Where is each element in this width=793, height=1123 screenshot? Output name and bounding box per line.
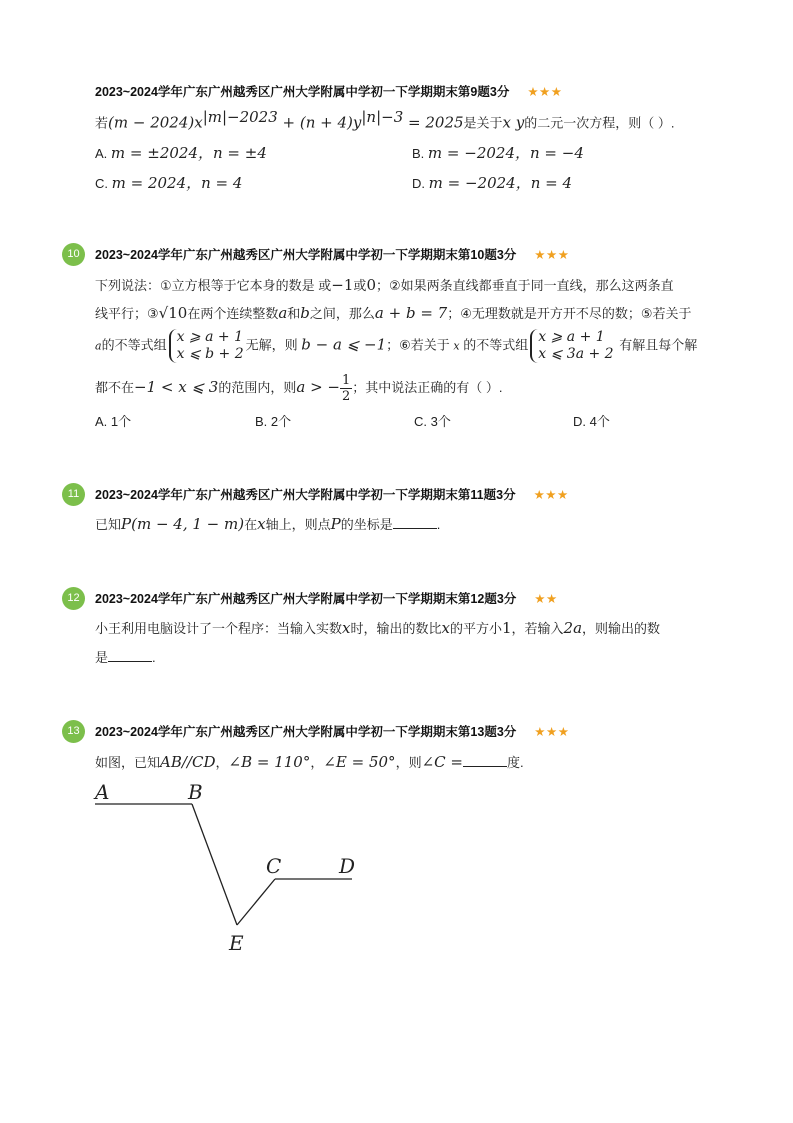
inequality-system-1: x ⩾ a + 1 x ⩽ b + 2 — [169, 329, 244, 363]
option-a[interactable]: A. 1个 — [95, 414, 132, 429]
option-d[interactable]: D. m = −2024，n = 4 — [412, 174, 573, 192]
question-number-badge: 11 — [62, 483, 85, 506]
difficulty-stars: ★★★ — [534, 725, 570, 739]
question-number-badge: 13 — [62, 720, 85, 743]
question-stem: 已知P(m − 4, 1 − m)在x轴上，则点P的坐标是 . — [95, 515, 441, 533]
answer-blank[interactable] — [463, 754, 507, 767]
question-header — [95, 82, 562, 100]
stem-line-1: 下列说法：①立方根等于它本身的数是 或−1或0；②如果两条直线都垂直于同一直线，那么这两条直 — [95, 276, 674, 294]
answer-blank[interactable] — [108, 649, 152, 662]
stem-line-2: 线平行；③√10在两个连续整数a和b之间，那么a + b = 7；④无理数就是开方开不尽的数；⑤若关于 — [95, 304, 692, 322]
header-text: 2023~2024学年广东广州越秀区广州大学附属中学初一下学期期末第9题3分 — [95, 85, 510, 99]
stem-line-3: a的不等式组 x ⩾ a + 1 x ⩽ b + 2 无解，则 b − a ⩽ −1；⑥若关于 x 的不等式组 x ⩾ a + 1 x ⩽ 3a + 2 有解且每个解 — [95, 329, 698, 362]
stem-line-2: 是 . — [95, 650, 156, 665]
option-c[interactable]: C. 3个 — [414, 414, 451, 429]
question-stem: 若$(m - 2024)x^{|m|-2023} + (n + 4)y^{|n|-3} = 2025$是关于x y的二元一次方程，则（ ）. — [95, 108, 675, 132]
option-b[interactable]: B. m = −2024，n = −4 — [412, 144, 584, 162]
option-a[interactable]: A. m = ±2024，n = ±4 — [95, 144, 267, 162]
label-c: C — [266, 854, 282, 878]
segment-be — [192, 804, 237, 925]
difficulty-stars: ★★ — [534, 592, 558, 606]
question-header: 2023~2024学年广东广州越秀区广州大学附属中学初一下学期期末第10题3分 ★★★ — [95, 248, 570, 262]
question-stem: 如图，已知AB//CD，∠B = 110°，∠E = 50°，则∠C = 度. — [95, 753, 524, 771]
question-header: 2023~2024学年广东广州越秀区广州大学附属中学初一下学期期末第13题3分 ★★★ — [95, 725, 570, 739]
math-expr: (m − 2024)x — [108, 113, 203, 132]
option-c[interactable]: C. m = 2024，n = 4 — [95, 174, 243, 192]
question-header: 2023~2024学年广东广州越秀区广州大学附属中学初一下学期期末第11题3分 ★★★ — [95, 488, 569, 502]
label-d: D — [339, 854, 356, 878]
segment-ec — [237, 879, 275, 925]
label-b: B — [188, 780, 203, 804]
answer-blank[interactable] — [393, 516, 437, 529]
stem-line-4: 都不在−1 < x ⩽ 3的范围内，则a > − $\frac{1}{2}$ ；其中说法正确的有（ ）. — [95, 373, 503, 404]
fraction-one-half: $\frac{1}{2}$ — [341, 373, 351, 404]
question-header: 2023~2024学年广东广州越秀区广州大学附属中学初一下学期期末第12题3分 ★★ — [95, 592, 558, 606]
difficulty-stars: ★★★ — [527, 85, 563, 99]
stem-line-1: 小王利用电脑设计了一个程序：当输入实数x时，输出的数比x的平方小1，若输入2a，则输出的数 — [95, 619, 661, 637]
question-number-badge: 10 — [62, 243, 85, 266]
geometry-figure — [85, 775, 375, 960]
difficulty-stars: ★★★ — [533, 488, 569, 502]
label-e: E — [229, 931, 244, 955]
option-b[interactable]: B. 2个 — [255, 414, 292, 429]
label-a: A — [95, 780, 110, 804]
question-number-badge: 12 — [62, 587, 85, 610]
difficulty-stars: ★★★ — [534, 248, 570, 262]
inequality-system-2: x ⩾ a + 1 x ⩽ 3a + 2 — [530, 329, 613, 363]
option-d[interactable]: D. 4个 — [573, 414, 610, 429]
